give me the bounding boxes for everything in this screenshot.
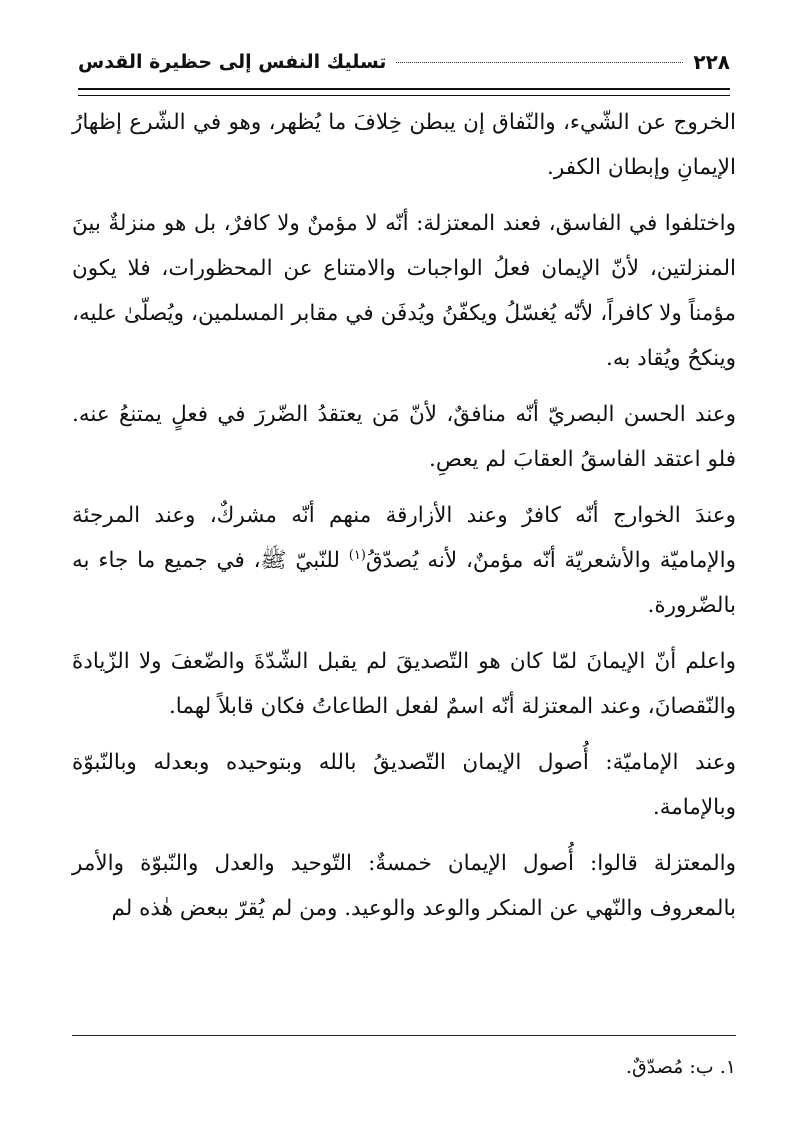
paragraph: [72, 493, 736, 628]
paragraph: والمعتزلة قالوا: أُصول الإيمان خمسةٌ: التّوحيد والعدل والنّبوّة والأمر بالمعروف والنّهي عن المنكر والوعد والوعيد. ومن لم يُقرّ ببعض هٰذه لم: [72, 851, 736, 921]
paragraph: واعلم أنّ الإيمانَ لمّا كان هو التّصديقَ لم يقبل الشّدّةَ والضّعفَ ولا الزّيادةَ والنّقصانَ، وعند المعتزلة أنّه اسمٌ لفعل الطاعاتُ فكان قابلاً لهما.: [72, 649, 736, 719]
header-rule: [78, 88, 730, 96]
footnote: ١. ب: مُصدّقٌ.: [625, 1056, 736, 1078]
footnote-reference[interactable]: (١): [348, 547, 366, 563]
page-number: ٢٢٨: [693, 50, 730, 74]
paragraph: وعند الحسن البصريّ أنّه منافقٌ، لأنّ مَن يعتقدُ الضّررَ في فعلٍ يمتنعُ عنه. فلو اعتقد الفاسقُ العقابَ لم يعصِ.: [72, 402, 736, 472]
paragraph: الخروج عن الشّيء، والنّفاق إن يبطن خِلافَ ما يُظهر، وهو في الشّرع إظهارُ الإيمانِ وإبطان الكفر.: [72, 110, 736, 180]
footnote-separator: [72, 1035, 736, 1036]
main-text: [72, 100, 736, 942]
paragraph-text: للنّبيّ ﷺ، في جميع ما جاء به بالضّرورة.: [72, 548, 736, 618]
page-header: [78, 40, 730, 84]
paragraph: واختلفوا في الفاسق، فعند المعتزلة: أنّه لا مؤمنٌ ولا كافرٌ، بل هو منزلةٌ بينَ المنزلتين، لأنّ الإيمان فعلُ الواجبات والامتناع عن المحظورات، فلا يكون مؤمناً ولا كافراً، لأنّه يُغسّلُ ويكفّنُ ويُدفَن في مقابر المسلمين، ويُصلّىٰ عليه، وينكحُ ويُقاد به.: [72, 211, 736, 371]
dotted-leader: [396, 61, 683, 63]
paragraph: وعند الإماميّة: أُصول الإيمان التّصديقُ بالله وبتوحيده وبعدله وبالنّبوّة وبالإمامة.: [72, 750, 736, 820]
paragraph-text: وعندَ الخوارج أنّه كافرٌ وعند الأزارقة منهم أنّه مشركٌ، وعند المرجئة والإماميّة والأشعريّة أنّه مؤمنٌ، لأنه يُصدّقُ: [72, 503, 736, 573]
running-title: تسليك النفس إلى حظيرة القدس: [78, 51, 387, 73]
